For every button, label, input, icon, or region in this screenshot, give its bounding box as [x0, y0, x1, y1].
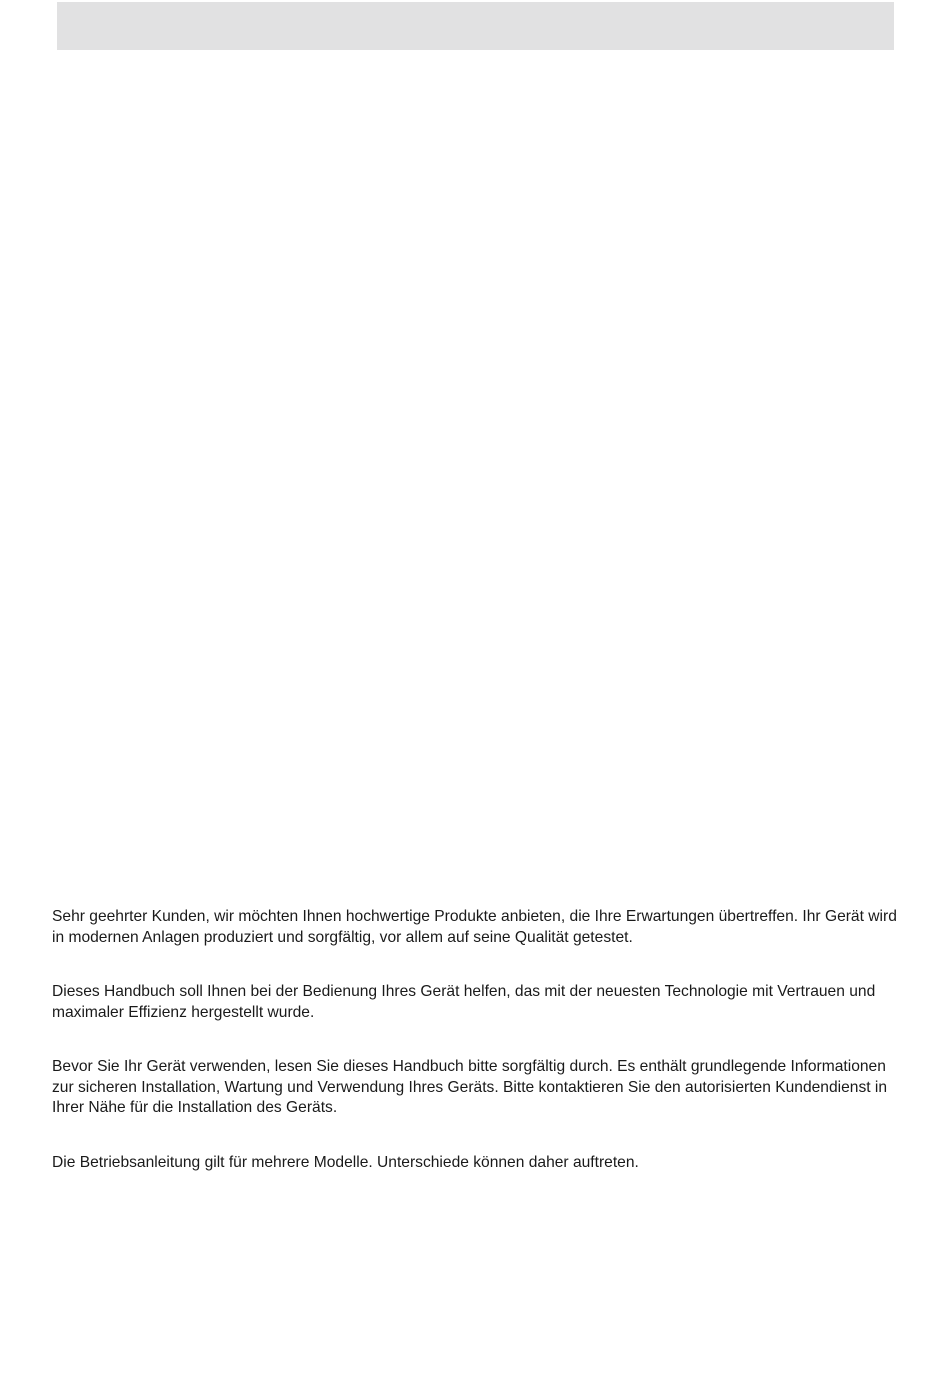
intro-paragraph-4: Die Betriebsanleitung gilt für mehrere Modelle. Unterschiede können daher auftreten. — [52, 1153, 639, 1171]
intro-paragraph-3: Bevor Sie Ihr Gerät verwenden, lesen Sie dieses Handbuch bitte sorgfältig durch. Es enthält grundlegende Informationen zur sicheren Installation, Wartung und Verwendung Ihres Geräts. Bitte kontaktieren Sie den autorisierten Kundendienst in Ihrer Nähe für die Installation des Geräts. — [52, 1058, 888, 1116]
header-band — [57, 2, 894, 50]
intro-text — [52, 907, 902, 1173]
intro-paragraph-1: Sehr geehrter Kunden, wir möchten Ihnen hochwertige Produkte anbieten, die Ihre Erwartungen übertreffen. Ihr Gerät wird in modernen Anlagen produziert und sorgfältig, vor allem auf seine Qualität getestet. — [52, 908, 897, 946]
intro-paragraph-2: Dieses Handbuch soll Ihnen bei der Bedienung Ihres Gerät helfen, das mit der neuesten Technologie mit Vertrauen und maximaler Effizienz hergestellt wurde. — [52, 983, 876, 1021]
